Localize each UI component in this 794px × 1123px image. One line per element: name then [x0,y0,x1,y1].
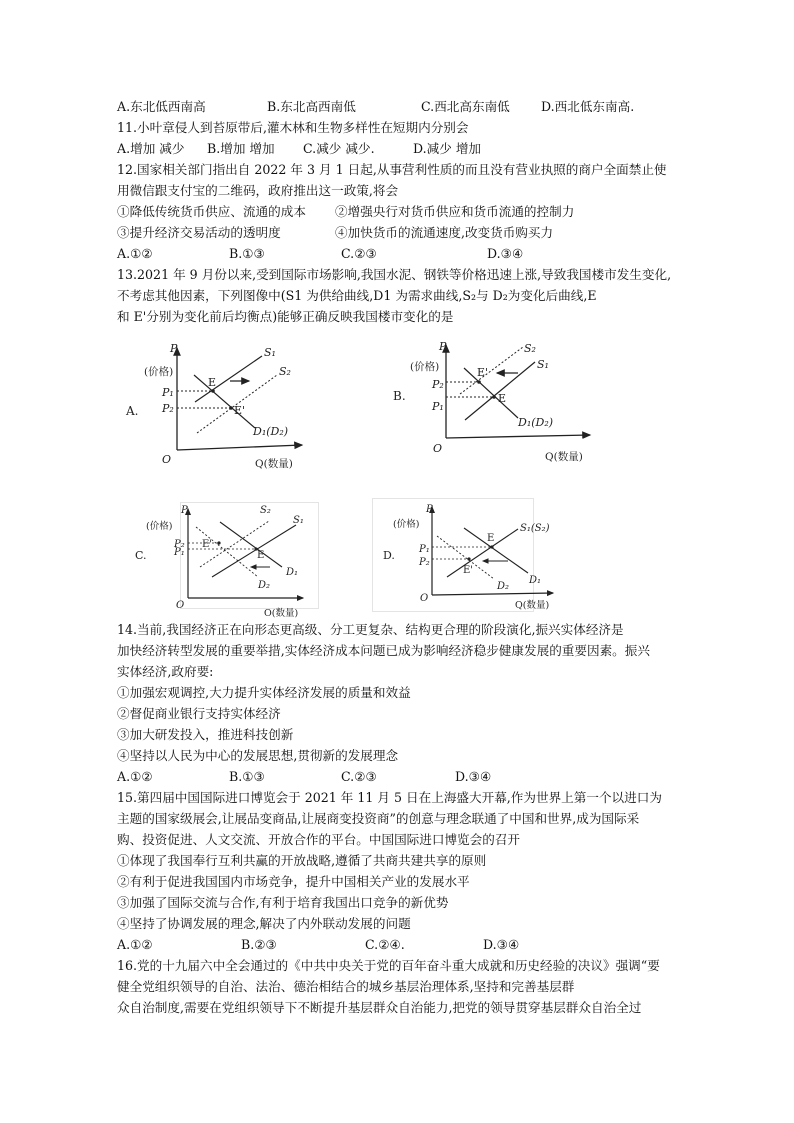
graph-a-y-name: (价格) [144,366,174,378]
q12-option-c: C.②③ [341,246,377,261]
graph-d-point-e-prime [467,557,470,560]
q13-stem-line-1: 13.2021 年 9 月份以来,受到国际市场影响,我国水泥、钢铁等价格迅速上涨,导致我国楼市发生变化, [117,267,672,282]
graph-a-demand-label: D₁(D₂) [253,425,289,438]
graph-c-origin: O [176,600,185,611]
graph-d-e-prime-label: E' [463,565,474,576]
q14-statement-3: ③加大研发投入，推进科技创新 [117,727,294,742]
graph-b-point-e-prime [477,380,481,384]
q14-statement-4: ④坚持以人民为中心的发展思想,贯彻新的发展理念 [117,748,399,763]
q12-stem-line-2: 用微信跟支付宝的二维码，政府推出这一政策,将会 [117,183,399,198]
q11-stem: 11.小叶章侵人到苔原带后,灌木林和生物多样性在短期内分别会 [117,120,469,135]
graph-c-p2: P₂ [174,539,185,550]
graph-d [370,495,570,620]
graph-a-x-axis [177,445,302,450]
q15-option-a: A.①② [117,937,153,952]
graph-b-e-label: E [498,392,507,405]
graph-c-y-axis-label: P [181,505,188,516]
q15-statement-2: ②有利于促进我国国内市场竞争，提升中国相关产业的发展水平 [117,874,470,889]
graph-c-demand-d1 [220,522,282,567]
graph-a-e-label: E [208,376,217,389]
q14-statement-1: ①加强宏观调控,大力提升实体经济发展的质量和效益 [117,685,411,700]
graph-b-y-name: (价格) [410,361,440,373]
graph-b-supply-s2 [460,347,523,394]
graph-c-label: C. [135,549,147,562]
q14-stem-line-1: 14.当前,我国经济正在向形态更高级、分工更复杂、结构更合理的阶段演化,振兴实体经济是 [117,622,624,637]
graph-c-s2-label: S₂ [260,505,271,516]
graph-d-p2: P₂ [419,557,430,568]
q15-option-d: D.③④ [483,937,520,952]
q11-option-d: D.减少 增加 [413,141,482,156]
q14-option-c: C.②③ [341,769,377,784]
q10-option-a: A.东北低西南高 [117,99,206,114]
graph-d-supply-label: S₁(S₂) [520,523,550,534]
graph-a-point-e [211,389,215,393]
graph-d-origin: O [420,593,429,604]
graph-c-d2-label: D₂ [258,580,271,591]
q15-option-c: C.②④. [365,937,405,952]
graph-c-e-label: E [257,550,265,561]
q13-stem-line-2: 不考虑其他因素，下列图像中(S1 为供给曲线,D1 为需求曲线,S₂与 D₂为变化后曲线,E [117,288,597,303]
q14-option-b: B.①③ [229,769,265,784]
graph-b-point-e [492,395,496,399]
graph-b-origin: O [433,442,443,455]
graph-c-demand-d2 [196,527,258,577]
graph-b-label: B. [393,389,406,403]
q15-statement-4: ④坚持了协调发展的理念,解决了内外联动发展的问题 [117,916,411,931]
q10-option-c: C.西北高东南低 [421,99,510,114]
graph-b [350,330,610,470]
q12-statement-3: ③提升经济交易活动的透明度 [117,225,281,240]
graph-a-supply-s1 [195,356,262,402]
graph-a-demand [194,375,255,428]
graph-b-supply-s1 [465,362,535,420]
graph-a-point-e-prime [229,406,233,410]
graph-c-d1-label: D₁ [286,567,299,578]
q16-stem-line-2: 健全党组织领导的自治、法治、德治相结合的城乡基层治理体系,坚持和完善基层群 [117,979,575,994]
q12-option-a: A.①② [117,246,153,261]
graph-d-e-label: E [487,533,495,544]
graph-a [110,330,370,470]
graph-d-y-axis-label: P [426,504,433,515]
q16-stem-line-1: 16.党的十九届六中全会通过的《中共中央关于党的百年奋斗重大成就和历史经验的决议》强调“要 [117,958,660,973]
graph-c-x-axis-label: O(数量) [264,608,299,619]
q15-stem-line-3: 购、投资促进、人文交流、开放合作的平台。中国国际进口博览会的召开 [117,832,520,847]
graph-a-s2-label: S₂ [279,365,291,378]
graph-a-p2: P₂ [162,402,174,415]
graph-c-e-prime-label: E' [202,539,213,550]
q12-option-b: B.①③ [229,246,265,261]
graph-b-y-axis-label: P [439,340,447,353]
q11-option-b: B.增加 增加 [207,141,275,156]
graph-d-x-axis-label: Q(数量) [515,600,550,611]
graph-d-d1-label: D₁ [529,575,542,586]
graph-c-s1-label: S₁ [293,515,304,526]
q12-statement-1: ①降低传统货币供应、流通的成本 [117,204,306,219]
graph-d-label: D. [383,549,395,562]
graph-d-point-e [490,545,493,548]
graph-b-s1-label: S₁ [537,358,549,371]
graph-a-s1-label: S₁ [264,346,276,359]
q12-option-d: D.③④ [487,246,524,261]
graph-b-x-axis-label: Q(数量) [545,451,583,463]
q11-option-a: A.增加 减少 [117,141,185,156]
graph-b-demand [464,368,518,418]
graph-b-e-prime-label: E' [477,366,489,379]
q13-stem-line-3: 和 E'分别为变化前后均衡点)能够正确反映我国楼市变化的是 [117,309,454,324]
q11-option-c: C.减少 减少. [303,141,375,156]
q14-statement-2: ②督促商业银行支持实体经济 [117,706,281,721]
graph-d-d2-label: D₂ [497,581,510,592]
q16-stem-line-3: 众自治制度,需要在党组织领导下不断提升基层群众自治能力,把党的领导贯穿基层群众自治全过 [117,1000,642,1015]
graph-b-p1: P₁ [432,400,444,413]
graph-a-origin: O [162,453,172,466]
q14-option-a: A.①② [117,769,153,784]
graph-b-s2-label: S₂ [524,342,536,355]
q14-stem-line-2: 加快经济转型发展的重要举措,实体经济成本问题已成为影响经济稳步健康发展的重要因素。振兴 [117,643,650,658]
graph-b-x-axis [446,435,590,438]
q14-stem-line-3: 实体经济,政府要: [117,664,214,679]
graph-b-demand-label: D₁(D₂) [518,416,554,429]
q12-stem-line-1: 12.国家相关部门指出自 2022 年 3 月 1 日起,从事营利性质的而且没有营业执照的商户全面禁止使 [117,162,667,177]
graph-a-y-axis-label: P [170,342,178,355]
q15-stem-line-1: 15.第四届中国国际进口博览会于 2021 年 11 月 5 日在上海盛大开幕,作为世界上第一个以进口为 [117,790,662,805]
q15-statement-1: ①体现了我国奉行互利共赢的开放战略,遵循了共商共建共享的原则 [117,853,487,868]
q15-stem-line-2: 主题的国家级展会,让展品变商品,让展商变投资商”的创意与理念联通了中国和世界,成为国际采 [117,811,640,826]
q10-option-d: D.西北低东南高. [541,99,635,114]
q15-option-b: B.②③ [241,937,277,952]
graph-a-x-axis-label: Q(数量) [255,458,293,470]
q12-statement-4: ④加快货币的流通速度,改变货币购买力 [335,225,554,240]
graph-b-p2: P₂ [432,378,444,391]
graph-a-label: A. [126,404,139,418]
graph-a-p1: P₁ [162,386,174,399]
graph-c [130,495,330,620]
q10-option-b: B.东北高西南低 [267,99,356,114]
graph-d-x-axis [432,593,553,595]
q12-statement-2: ②增强央行对货币供应和货币流通的控制力 [335,204,575,219]
graph-d-p1: P₁ [419,544,430,555]
graph-a-e-prime-label: E' [234,404,246,417]
q14-option-d: D.③④ [455,769,492,784]
q15-statement-3: ③加强了国际交流与合作,有利于培育我国出口竞争的新优势 [117,895,449,910]
graph-c-y-name: (价格) [146,521,173,532]
graph-d-y-name: (价格) [393,519,420,530]
graph-d-demand-d1 [464,528,528,573]
graph-c-p1: P₁ [174,547,185,558]
graph-c-point-e-prime [217,541,220,544]
